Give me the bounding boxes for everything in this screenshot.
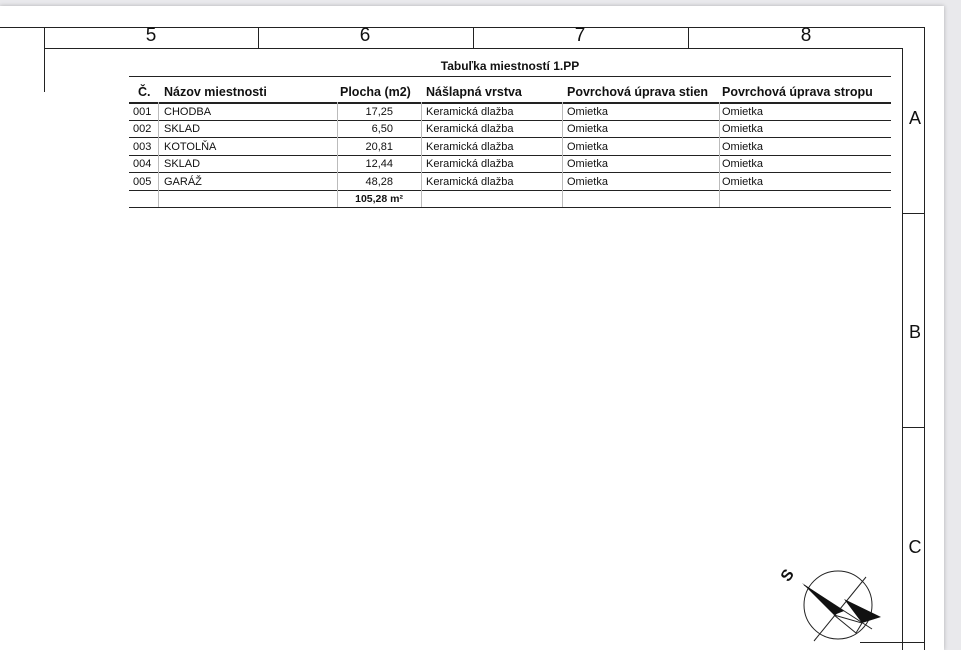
column-number-7: 7: [574, 25, 586, 46]
row-3-ceiling: Omietka: [722, 141, 763, 153]
row-3-walls: Omietka: [567, 141, 608, 153]
row-divider-a-b: [902, 213, 924, 214]
table-col-rule-3: [421, 102, 422, 207]
row-divider-b-c: [902, 427, 924, 428]
row-1-name: CHODBA: [164, 106, 212, 118]
header-ceiling-finish: Povrchová úprava stropu: [722, 85, 873, 99]
row-1-number: 001: [133, 106, 152, 118]
table-rule-total: [129, 207, 891, 208]
table-rule-header: [129, 102, 891, 104]
drawing-sheet: [0, 6, 944, 650]
column-divider-6-7: [473, 27, 474, 48]
total-area: 105,28 m²: [355, 193, 403, 205]
row-1-ceiling: Omietka: [722, 106, 763, 118]
column-number-5: 5: [145, 25, 157, 46]
row-5-ceiling: Omietka: [722, 176, 763, 188]
table-rule-top: [129, 76, 891, 77]
row-2-number: 002: [133, 123, 152, 135]
row-4-floor: Keramická dlažba: [426, 158, 514, 170]
row-1-walls: Omietka: [567, 106, 608, 118]
table-rule-row2: [129, 137, 891, 138]
header-floor-layer: Nášlapná vrstva: [426, 85, 522, 99]
header-number: Č.: [138, 85, 151, 99]
row-5-number: 005: [133, 176, 152, 188]
table-rule-row5: [129, 190, 891, 191]
column-number-6: 6: [359, 25, 371, 46]
frame-right-top-tick: [902, 27, 924, 28]
row-4-walls: Omietka: [567, 158, 608, 170]
table-col-rule-4: [562, 102, 563, 207]
column-divider-5-6: [258, 27, 259, 48]
row-3-name: KOTOLŇA: [164, 141, 217, 153]
row-3-floor: Keramická dlažba: [426, 141, 514, 153]
row-4-number: 004: [133, 158, 152, 170]
row-2-walls: Omietka: [567, 123, 608, 135]
row-5-walls: Omietka: [567, 176, 608, 188]
row-2-name: SKLAD: [164, 123, 201, 135]
row-4-name: SKLAD: [164, 158, 201, 170]
row-2-area: 6,50: [371, 123, 393, 135]
column-number-8: 8: [800, 25, 812, 46]
table-rule-row4: [129, 172, 891, 173]
row-1-floor: Keramická dlažba: [426, 106, 514, 118]
row-label-c: C: [908, 537, 922, 557]
row-5-floor: Keramická dlažba: [426, 176, 514, 188]
frame-left-divider: [44, 27, 45, 92]
row-label-a: A: [908, 108, 921, 128]
row-5-area: 48,28: [365, 176, 393, 188]
row-label-b: B: [908, 322, 921, 342]
header-room-name: Názov miestnosti: [164, 85, 267, 99]
table-col-rule-1: [158, 102, 159, 207]
frame-right-inner-line: [902, 48, 903, 650]
row-1-area: 17,25: [365, 106, 393, 118]
header-wall-finish: Povrchová úprava stien: [567, 85, 709, 99]
row-2-ceiling: Omietka: [722, 123, 763, 135]
column-divider-7-8: [688, 27, 689, 48]
frame-column-strip-bottom: [44, 48, 903, 49]
room-table-title: Tabuľka miestností 1.PP: [440, 59, 580, 73]
table-col-rule-5: [719, 102, 720, 207]
row-5-name: GARÁŽ: [164, 176, 202, 188]
table-rule-row1: [129, 120, 891, 121]
row-3-area: 20,81: [365, 141, 393, 153]
row-4-ceiling: Omietka: [722, 158, 763, 170]
row-4-area: 12,44: [365, 158, 393, 170]
row-2-floor: Keramická dlažba: [426, 123, 514, 135]
north-arrow: [778, 559, 888, 650]
north-arrow-label: S: [777, 566, 798, 585]
table-rule-row3: [129, 155, 891, 156]
header-area: Plocha (m2): [340, 85, 411, 99]
row-3-number: 003: [133, 141, 152, 153]
